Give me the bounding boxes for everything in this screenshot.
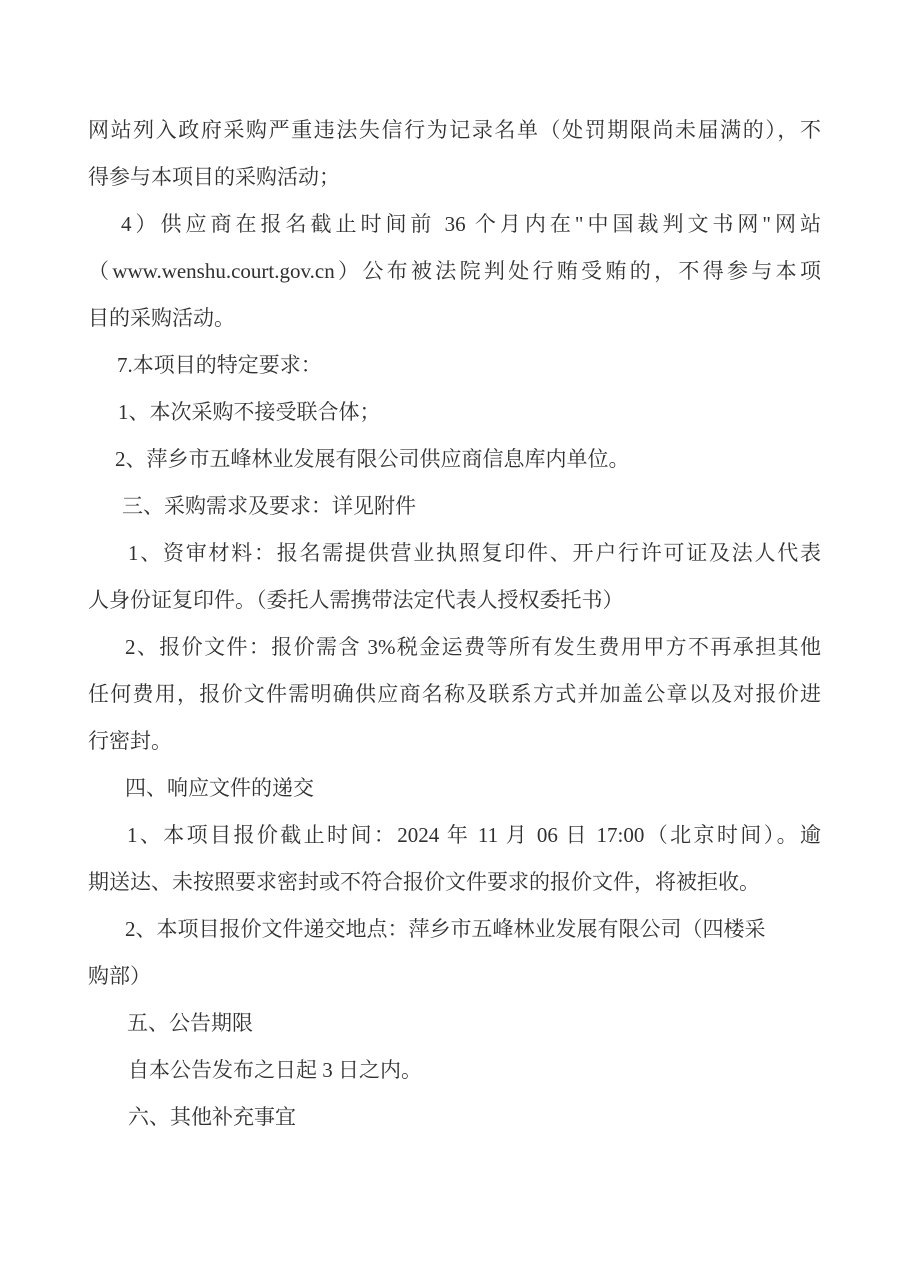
text-line-1: 网站列入政府采购严重违法失信行为记录名单（处罚期限尚未届满的），不 (88, 118, 821, 142)
text-line-14: 行密封。 (88, 729, 172, 753)
text-line-18: 2、本项目报价文件递交地点：萍乡市五峰林业发展有限公司（四楼采 (125, 917, 766, 941)
text-line-11: 人身份证复印件。（委托人需携带法定代表人授权委托书） (88, 588, 624, 612)
text-line-9: 三、采购需求及要求：详见附件 (122, 494, 416, 518)
text-line-8: 2、萍乡市五峰林业发展有限公司供应商信息库内单位。 (115, 447, 630, 471)
text-line-21: 自本公告发布之日起 3 日之内。 (128, 1058, 422, 1082)
text-line-4: （www.wenshu.court.gov.cn）公布被法院判处行贿受贿的，不得参与本项 (88, 259, 821, 283)
text-line-22: 六、其他补充事宜 (128, 1105, 296, 1129)
text-line-20: 五、公告期限 (127, 1011, 253, 1035)
text-line-15: 四、响应文件的递交 (125, 776, 314, 800)
text-line-16: 1、本项目报价截止时间：2024 年 11 月 06 日 17:00（北京时间）。逾 (127, 823, 821, 847)
text-line-13: 任何费用，报价文件需明确供应商名称及联系方式并加盖公章以及对报价进 (88, 682, 821, 706)
text-line-2: 得参与本项目的采购活动； (88, 165, 340, 189)
text-line-10: 1、资审材料：报名需提供营业执照复印件、开户行许可证及法人代表 (128, 541, 821, 565)
text-line-19: 购部） (88, 964, 151, 988)
text-line-5: 目的采购活动。 (88, 306, 235, 330)
text-line-7: 1、本次采购不接受联合体； (118, 400, 381, 424)
text-line-3: 4）供应商在报名截止时间前 36 个月内在"中国裁判文书网"网站 (121, 212, 821, 236)
text-line-17: 期送达、未按照要求密封或不符合报价文件要求的报价文件，将被拒收。 (88, 870, 760, 894)
text-line-12: 2、报价文件：报价需含 3%税金运费等所有发生费用甲方不再承担其他 (125, 635, 821, 659)
document-body (88, 107, 821, 1141)
text-line-6: 7.本项目的特定要求： (117, 353, 322, 377)
